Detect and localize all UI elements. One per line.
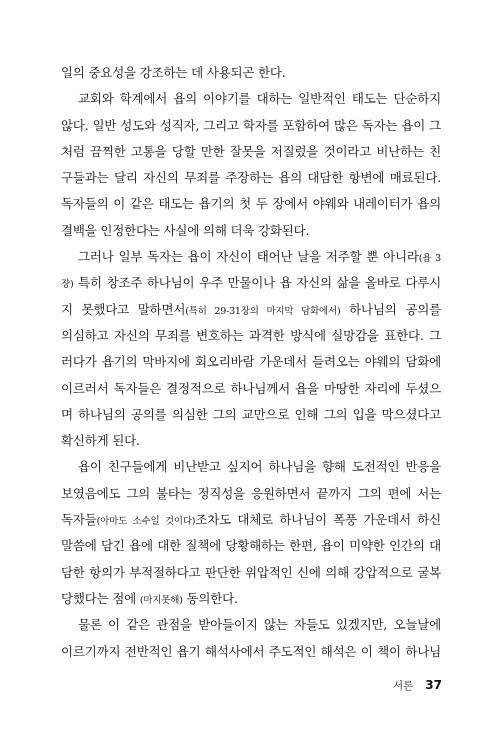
text-line: 물론 이 같은 관점을 받아들이지 않는 자들도 있겠지만, 오늘날에 (78, 617, 441, 633)
text-line: 담한 항의가 부적절하다고 판단한 위압적인 신에 의해 강압적으로 굴복 (61, 564, 441, 580)
text-line: 며 하나님의 공의를 의심한 그의 교만으로 인해 그의 입을 막으셨다고 (61, 406, 441, 422)
text-line: 처럼 끔찍한 고통을 당할 만한 잘못을 저질렀을 것이라고 비난하는 친 (61, 143, 441, 159)
text-line: 확신하게 된다. (61, 433, 140, 449)
text-line: 않다. 일반 성도와 성직자, 그리고 학자를 포함하여 많은 독자는 욥이 그 (61, 117, 441, 133)
text-line: 일의 중요성을 강조하는 데 사용되곤 한다. (61, 65, 286, 80)
inline-citation: (욥 3 (418, 253, 441, 265)
body-text (61, 60, 441, 665)
running-section-title: 서론 (393, 680, 414, 692)
text-line: 독자들(아마도 소수일 것이다)조차도 대체로 하나님이 폭풍 가운데서 하신 (61, 512, 441, 528)
text-line: 이르러서 독자들은 결정적으로 하나님께서 욥을 마땅한 자리에 두셨으 (61, 380, 441, 396)
text-line: 지 못했다고 말하면서(특히 29-31장의 마지막 담화에서) 하나님의 공의를 (61, 301, 441, 317)
text-line: 당했다는 점에 (마지못해) 동의한다. (61, 590, 238, 606)
page-footer (340, 674, 442, 693)
text-line: 결백을 인정한다는 사실에 의해 더욱 강화된다. (61, 222, 310, 238)
text-line: 장) 특히 창조주 하나님이 우주 만물이나 욥 자신의 삶을 올바로 다루시 (61, 275, 441, 291)
text-line: 그러나 일부 독자는 욥이 자신이 태어난 날을 저주할 뿐 아니라(욥 3 (78, 249, 441, 265)
text-line: 러다가 욥기의 막바지에 회오리바람 가운데서 들려오는 야웨의 담화에 (61, 354, 441, 370)
text-line: 독자들의 이 같은 태도는 욥기의 첫 두 장에서 야웨와 내레이터가 욥의 (61, 196, 441, 212)
inline-aside: (마지못해) (139, 594, 183, 606)
inline-citation: (특히 29-31장의 마지막 담화에서) (185, 305, 341, 317)
inline-aside: (아마도 소수일 것이다) (96, 516, 196, 528)
text-line: 교회와 학계에서 욥의 이야기를 대하는 일반적인 태도는 단순하지 (78, 91, 441, 107)
text-line: 이르기까지 전반적인 욥기 해석사에서 주도적인 해석은 이 책이 하나님 (61, 643, 441, 659)
page-number: 37 (425, 678, 442, 692)
text-line: 욥이 친구들에게 비난받고 싶지어 하나님을 향해 도전적인 반응을 (78, 459, 441, 475)
text-line: 말씀에 담긴 욥에 대한 질책에 당황해하는 한편, 욥이 미약한 인간의 대 (61, 538, 441, 554)
text-line: 보였음에도 그의 불타는 정직성을 응원하면서 끝까지 그의 편에 서는 (61, 485, 441, 501)
inline-citation: 장) (61, 279, 74, 291)
text-line: 구들과는 달리 자신의 무죄를 주장하는 욥의 대담한 항변에 매료된다. (61, 170, 441, 186)
text-line: 의심하고 자신의 무죄를 변호하는 과격한 방식에 실망감을 표한다. 그 (61, 327, 441, 343)
